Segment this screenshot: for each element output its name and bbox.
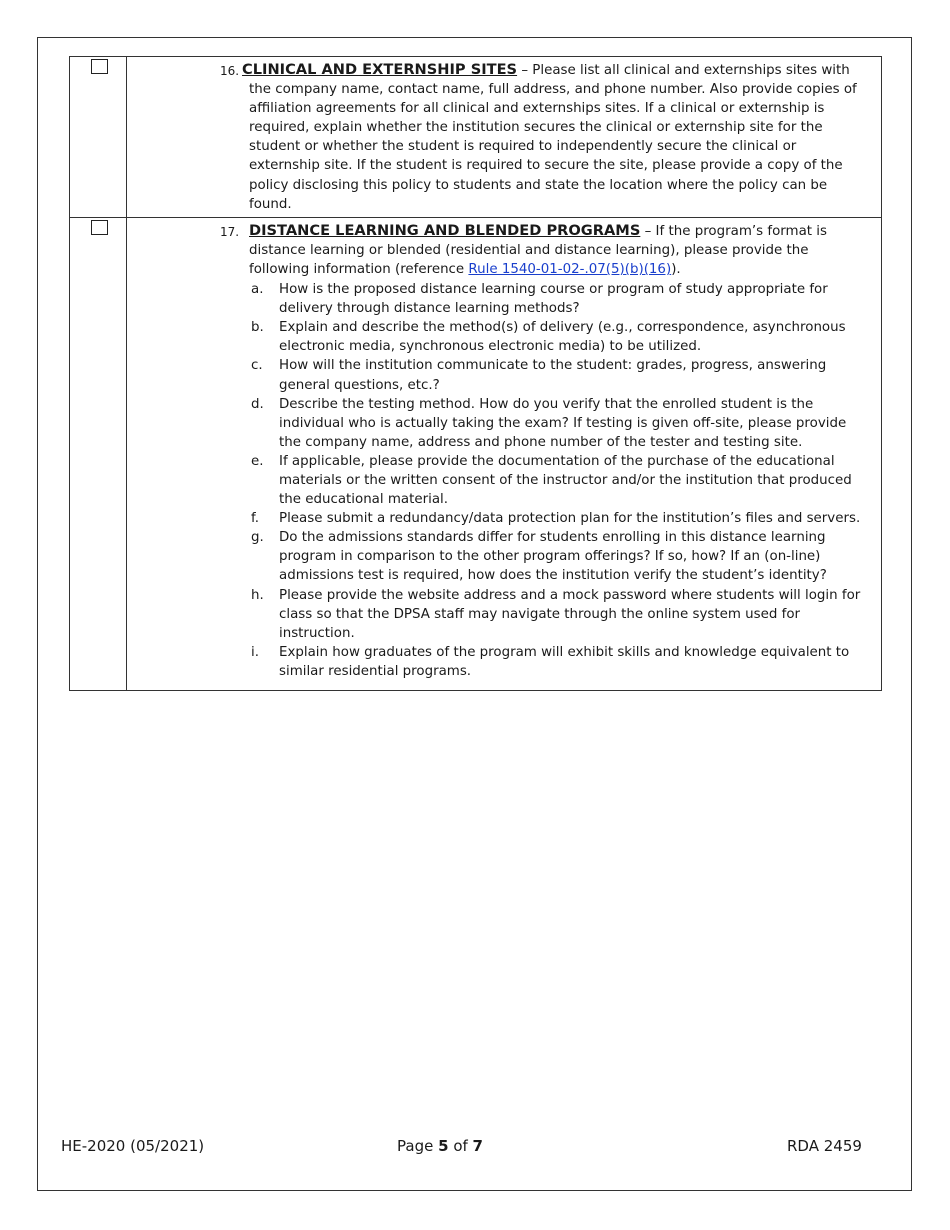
checkbox-item-16[interactable] [91,59,108,74]
sub-item [249,318,871,356]
requirement-item-16 [127,57,881,217]
sub-item [249,586,871,643]
footer-form-id: HE-2020 (05/2021) [61,1137,205,1155]
item-text: – Please list all clinical and externships sites with the company name, contact name, full address, and phone number. Also provide copies of affiliation agreements for all clinical and externships sites. If a clinical or externship is required, explain whether the institution secures the clinical or externship site for the student or whether the student is required to independently secure the clinical or externship site. If the student is required to secure the site, please provide a copy of the policy disclosing this policy to students and state the location where the policy can be found. [249,63,857,212]
total-pages: 7 [472,1137,483,1155]
sub-item-text: How is the proposed distance learning course or program of study appropriate for delivery through distance learning methods? [279,282,828,317]
sub-item-letter: b. [251,320,264,336]
item-text-end: ). [671,261,681,277]
sub-item [249,280,871,318]
requirement-row-16 [70,57,882,218]
sub-item-letter: i. [251,644,259,660]
sub-item-text: Explain and describe the method(s) of delivery (e.g., correspondence, asynchronous electronic media, synchronous electronic media) to be utilized. [279,320,846,355]
requirement-content [127,217,882,690]
sub-item-list [249,280,871,687]
requirement-row-17 [70,217,882,690]
sub-item-letter: d. [251,396,264,412]
item-heading: CLINICAL AND EXTERNSHIP SITES [242,61,518,78]
sub-item-letter: h. [251,587,264,603]
item-heading: DISTANCE LEARNING AND BLENDED PROGRAMS [249,221,641,239]
sub-item [249,356,871,394]
sub-item-text: If applicable, please provide the documentation of the purchase of the educational materials or the written consent of the instructor and/or the institution that produced the educational material. [279,453,852,508]
sub-item [249,509,871,528]
sub-item [249,528,871,585]
sub-item-letter: a. [251,282,264,298]
checkbox-cell [70,217,127,690]
item-number: 17. [220,224,240,239]
sub-item [249,452,871,509]
sub-item-letter: f. [251,511,259,527]
sub-item-text: Describe the testing method. How do you verify that the enrolled student is the individual who is actually taking the exam? If testing is given off-site, please provide the company name, address and phone number of the tester and testing site. [279,396,847,450]
sub-item-text: Do the admissions standards differ for students enrolling in this distance learning program in comparison to the other program offerings? If so, how? If an (on-line) admissions test is required, how does the institution verify the student’s identity? [279,530,827,584]
item-text: – If the program’s format is distance learning or blended (residential and distance learning), please provide the following information (reference [249,223,827,277]
sub-item [249,395,871,452]
checkbox-cell [70,57,127,218]
sub-item-text: Please provide the website address and a mock password where students will login for class so that the DPSA staff may navigate through the online system used for instruction. [279,587,861,641]
item-number: 16. [220,64,240,78]
sub-item-letter: g. [251,530,264,546]
requirement-content [127,57,882,218]
footer-page-number: Page 5 of 7 [397,1137,483,1155]
sub-item-letter: c. [251,358,263,374]
sub-item-text: Please submit a redundancy/data protection plan for the institution’s files and servers. [279,511,861,527]
sub-item-letter: e. [251,453,264,469]
sub-item [249,643,871,681]
checkbox-item-17[interactable] [91,220,108,235]
current-page: 5 [438,1137,449,1155]
sub-item-text: Explain how graduates of the program will exhibit skills and knowledge equivalent to similar residential programs. [279,644,850,679]
requirement-item-17 [127,218,881,690]
requirements-table [69,56,882,691]
footer-rda: RDA 2459 [787,1137,862,1155]
rule-link[interactable]: Rule 1540-01-02-.07(5)(b)(16) [468,261,672,277]
sub-item-text: How will the institution communicate to the student: grades, progress, answering general questions, etc.? [279,358,827,393]
